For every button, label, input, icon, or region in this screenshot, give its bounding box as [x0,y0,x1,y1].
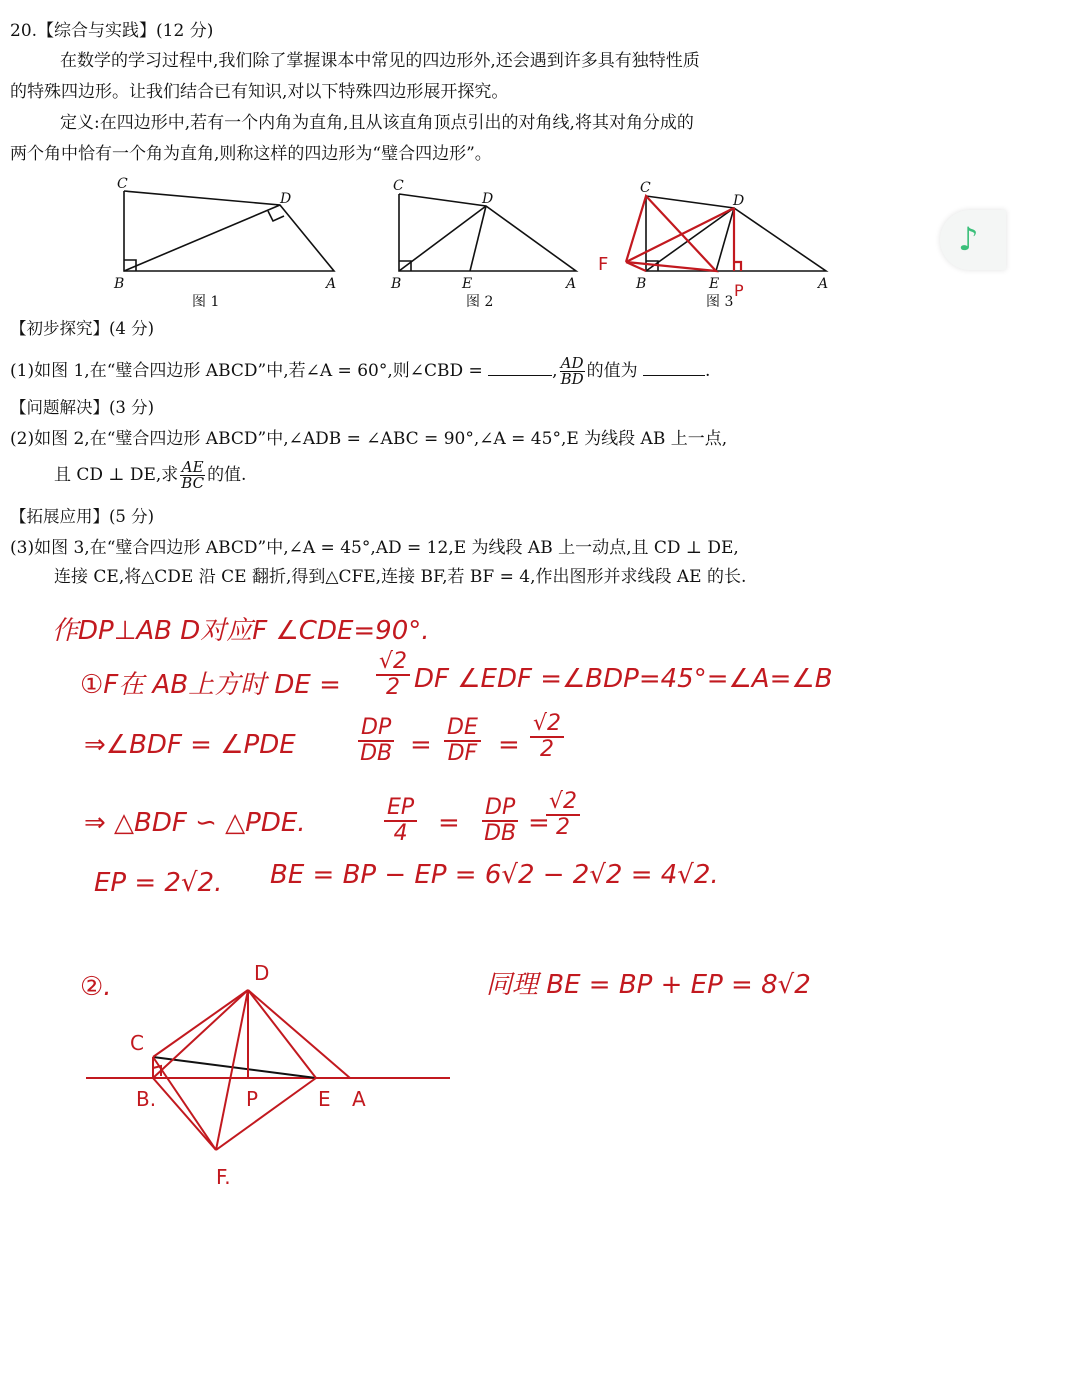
hw-line-5b: BE = BP − EP = 6√2 − 2√2 = 4√2. [270,860,719,890]
intro-line-2: 的特殊四边形。让我们结合已有知识,对以下特殊四边形展开探究。 [10,82,509,102]
hw-line-4a: ⇒ △BDF ∽ △PDE. [84,808,306,838]
sketch-label-e: E [318,1087,331,1111]
fig2-label-d: D [482,191,494,207]
problem-number: 20. [10,21,38,41]
music-widget[interactable] [940,210,1006,270]
hw-line-4-frac-3: √2 2 [546,790,580,840]
fig2-label-e: E [462,276,473,292]
problem-score: (12 分) [156,21,214,41]
sketch-label-f: F. [216,1165,231,1189]
hw-line-3-frac-3: √2 2 [530,712,564,762]
hw-line-2a: ①F在 AB上方时 DE = [80,670,341,700]
sketch-label-p: P [246,1087,259,1111]
part1-blank-1[interactable] [488,359,552,376]
definition-line-1: 定义:在四边形中,若有一个内角为直角,且从该直角顶点引出的对角线,将其对角分成的 [60,113,694,133]
fig3-label-b: B [636,276,647,292]
fig1-label-a: A [326,276,337,292]
fig3-label-c: C [640,180,651,196]
fig3-label-e: E [709,276,720,292]
fig2-label-a: A [566,276,577,292]
fig1-label-b: B [114,276,125,292]
hw-line-2-frac: √2 2 [376,650,410,700]
part1-text-c: 的值为 [586,361,638,381]
hw-case2-result: 同理 BE = BP + EP = 8√2 [486,970,811,1000]
part2-frac-num: AE [181,458,204,476]
hw-line-2b: DF ∠EDF =∠BDP=45°=∠A=∠B [414,664,833,694]
hw-line-1: 作DP⊥AB D对应F ∠CDE=90°. [52,616,430,646]
part1-frac-den: BD [560,370,584,388]
music-note-icon[interactable]: ♪ [958,220,979,258]
definition-line-2: 两个角中恰有一个角为直角,则称这样的四边形为“璧合四边形”。 [10,144,492,164]
fig2-caption: 图 2 [466,294,494,310]
hw-line-3-frac-1: DP DB [358,716,394,766]
fig3-label-a: A [818,276,829,292]
case2-sketch [86,990,450,1150]
fig1-label-d: D [280,191,292,207]
part2-fraction [180,460,205,491]
part2-line-2 [54,460,246,491]
sketch-label-b: B. [136,1087,157,1111]
part2-text-a: 且 CD ⊥ DE,求 [54,465,179,485]
sketch-label-c: C [130,1031,144,1055]
part2-frac-den: BC [181,474,205,492]
hw-line-5a: EP = 2√2. [94,868,223,898]
fig2-label-b: B [391,276,402,292]
hw-case2-marker: ②. [80,972,112,1002]
figure-1 [124,191,334,271]
fig3-label-d: D [733,193,745,209]
hw-line-4-eq2: = [528,808,550,838]
hw-line-4-frac-2: DP DB [482,796,518,846]
hw-line-3-frac-2: DE DF [444,716,481,766]
fig3-caption: 图 3 [706,294,734,310]
fig2-label-c: C [393,178,404,194]
hw-line-4-eq1: = [438,808,460,838]
part3-line-2: 连接 CE,将△CDE 沿 CE 翻折,得到△CFE,连接 BF,若 BF = 4,作出图形并求线段 AE 的长. [54,567,747,587]
sketch-label-d: D [254,961,270,985]
fig3-label-f: F [598,254,609,275]
part1-blank-2[interactable] [643,359,705,376]
part1-question [10,356,710,387]
hw-line-3-eq2: = [498,730,520,760]
intro-line-1: 在数学的学习过程中,我们除了掌握课本中常见的四边形外,还会遇到许多具有独特性质 [60,51,700,71]
part1-comma: , [552,361,558,381]
part2-text-b: 的值. [207,465,247,485]
hw-line-3-eq1: = [410,730,432,760]
problem-tag: 【综合与实践】 [37,21,157,41]
fig1-label-c: C [117,176,128,192]
hw-line-4-frac-1: EP 4 [384,796,417,846]
part2-header: 【问题解决】(3 分) [10,398,155,417]
fig3-label-p: P [734,281,744,300]
part1-period: . [705,361,711,381]
part3-line-1: (3)如图 3,在“璧合四边形 ABCD”中,∠A = 45°,AD = 12,E 为线段 AB 上一动点,且 CD ⊥ DE, [10,538,739,558]
hw-line-3a: ⇒∠BDF = ∠PDE [84,730,296,760]
part1-frac-num: AD [560,354,584,372]
fig1-caption: 图 1 [192,294,220,310]
part1-text-a: (1)如图 1,在“璧合四边形 ABCD”中,若∠A = 60°,则∠CBD = [10,361,483,381]
part1-header: 【初步探究】(4 分) [10,319,155,338]
part2-line-1: (2)如图 2,在“璧合四边形 ABCD”中,∠ADB = ∠ABC = 90°,∠A = 45°,E 为线段 AB 上一点, [10,429,728,449]
part1-fraction [560,356,585,387]
part3-header: 【拓展应用】(5 分) [10,507,155,526]
sketch-label-a: A [352,1087,366,1111]
